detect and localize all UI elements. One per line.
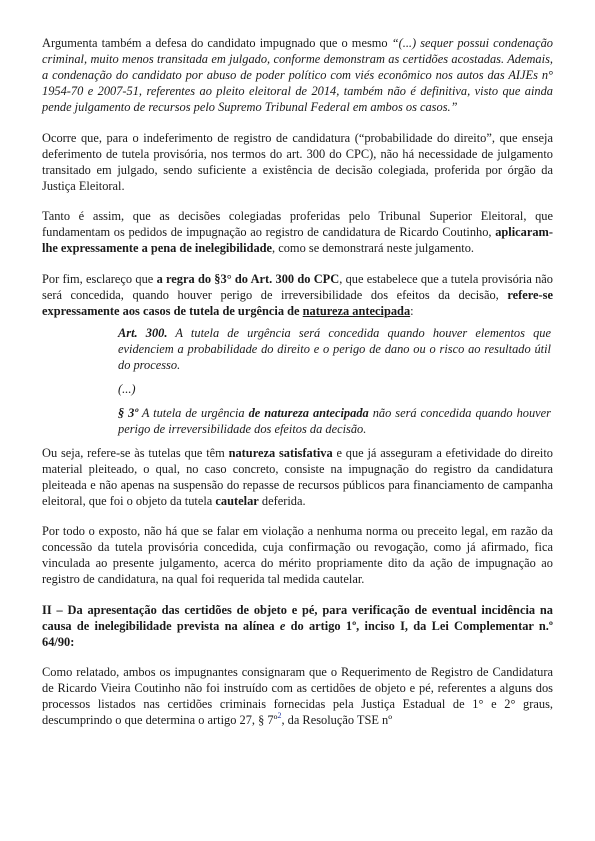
text-run: natureza satisfativa bbox=[228, 445, 333, 460]
legal-quote-block bbox=[118, 325, 551, 437]
text-run: § 3º bbox=[118, 405, 139, 420]
quote-paragraph-par-3 bbox=[118, 405, 551, 437]
text-run: Ou seja, refere-se às tutelas que têm bbox=[42, 445, 229, 460]
text-run: refere-se expressamente aos casos de tutela de urgência de bbox=[42, 287, 553, 318]
quote-paragraph-ellipsis bbox=[118, 381, 551, 397]
text-run: Como relatado, ambos os impugnantes consignaram que o Requerimento de Registro de Candidatura de Ricardo Vieira Coutinho não foi instruído com as certidões de objeto e pé, referentes a alguns dos processos listados nas certidões criminais fornecidas pela Justiça Estadual de 1° e 2° graus, descumprindo o que determina o artigo 27, § 7º bbox=[42, 664, 553, 727]
text-run: e bbox=[279, 618, 286, 633]
text-run: , como se demonstrará neste julgamento. bbox=[272, 241, 475, 255]
text-run: : bbox=[410, 303, 414, 318]
text-run: e que já asseguram a efetividade do direito material pleiteado, o qual, no caso concreto, consiste na impugnação do registro da candidatura pleiteada e não apenas na suspensão do repasse de recursos públicos para financiamento de campanha eleitoral, que foi o objeto da tutela bbox=[42, 445, 553, 508]
paragraph-ou-seja bbox=[42, 445, 553, 509]
text-run: A tutela de urgência bbox=[138, 405, 249, 420]
text-run: de natureza antecipada bbox=[248, 405, 369, 420]
text-run: “(...) sequer possui condenação criminal, muito menos transitada em julgado, conforme demonstram as certidões acostadas. Ademais, a condenação do candidato por abuso de poder político com viés econômico nos autos das AIJEs n° 1954-70 e 2007-51, referentes ao pleito eleitoral de 2014, também não é definitiva, visto que ainda pende julgamento de recursos pelo Supremo Tribunal Federal em ambos os casos.” bbox=[42, 36, 553, 114]
final-paragraph bbox=[42, 664, 553, 728]
text-run: Art. 300. bbox=[118, 325, 168, 340]
paragraph-tanto-e-assim bbox=[42, 208, 553, 256]
text-run: , que estabelece que a tutela provisória não será concedida, quando houver perigo de irreversibilidade dos efeitos da decisão, bbox=[42, 271, 553, 302]
text-run: Por todo o exposto, não há que se falar em violação a nenhuma norma ou preceito legal, em razão da concessão da tutela provisória concedida, cuja confirmação ou revogação, como já afirmado, fica vinculada ao presente julgamento, acerca do mérito propriamente dito da ação de impugnação ao registro de candidatura, na qual foi requerida tal medida cautelar. bbox=[42, 524, 553, 586]
text-run: , da Resolução TSE nº bbox=[281, 712, 393, 727]
section-heading bbox=[42, 602, 553, 650]
quote-paragraph-art-300 bbox=[118, 325, 551, 373]
text-run: deferida. bbox=[258, 493, 306, 508]
paragraph-por-todo-exposto bbox=[42, 523, 553, 587]
text-run: Por fim, esclareço que bbox=[42, 271, 157, 286]
paragraph-ocorre-que bbox=[42, 130, 553, 194]
text-run: (...) bbox=[118, 381, 136, 396]
text-run: aplicaram-lhe expressamente a pena de inelegibilidade bbox=[42, 225, 553, 255]
paragraph-defesa-argumento bbox=[42, 35, 553, 115]
text-run: Tanto é assim, que as decisões colegiadas proferidas pelo Tribunal Superior Eleitoral, que fundamentam os pedidos de impugnação ao registro de candidatura de Ricardo Coutinho, bbox=[42, 209, 553, 239]
text-run: não será concedida quando houver perigo de irreversibilidade dos efeitos da decisão. bbox=[118, 405, 551, 436]
text-run: a regra do §3° do Art. 300 do CPC bbox=[156, 271, 340, 286]
text-run: II – Da apresentação das certidões de objeto e pé, para verificação de eventual incidência na causa de inelegibilidade prevista na alínea bbox=[42, 602, 553, 633]
text-run: A tutela de urgência será concedida quando houver elementos que evidenciem a probabilidade do direito e o perigo de dano ou o risco ao resultado útil do processo. bbox=[118, 325, 551, 372]
text-run: Argumenta também a defesa do candidato impugnado que o mesmo bbox=[42, 36, 392, 50]
text-run: do artigo 1º, inciso I, da Lei Complementar n.º 64/90: bbox=[42, 618, 553, 649]
body-paragraphs-after-quote bbox=[42, 445, 553, 588]
text-run: Ocorre que, para o indeferimento de registro de candidatura (“probabilidade do direito”, que enseja deferimento de tutela provisória, nos termos do art. 300 do CPC), não há necessidade de julgamento transitado em julgado, sendo suficiente a existência de decisão colegiada, proferida por órgão da Justiça Eleitoral. bbox=[42, 130, 553, 193]
body-paragraphs-before-quote bbox=[42, 35, 553, 319]
text-run: natureza antecipada bbox=[302, 303, 411, 318]
paragraph-por-fim bbox=[42, 271, 553, 319]
text-run: cautelar bbox=[215, 493, 259, 508]
footnote-marker[interactable]: 2 bbox=[277, 710, 282, 720]
